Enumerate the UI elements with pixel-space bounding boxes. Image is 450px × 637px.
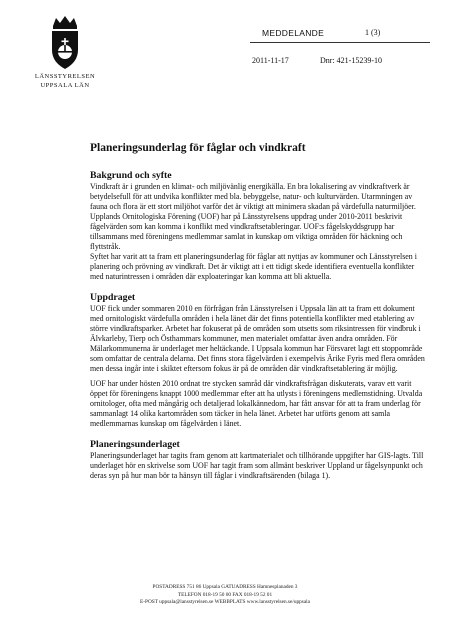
paragraph: Planeringsunderlaget har tagits fram genom att kartmaterialet och tillhörande uppgifter har GIS-lagts. Till underlaget hör en skrivelse som UOF har tagit fram som allmänt beskriver Uppland ur fågelsynpunkt och deras syn på hur man bör ta hänsyn till fåglar i vindkraftsärenden (bilaga 1). <box>90 451 424 480</box>
document-type: MEDDELANDE <box>262 28 325 38</box>
coat-of-arms-icon <box>45 14 85 72</box>
document-body <box>90 160 425 481</box>
section-heading-planeringsunderlaget: Planeringsunderlaget <box>90 439 180 450</box>
footer-contact: E-POST uppsala@lansstyrelsen.se WEBBPLATS www.lansstyrelsen.se/uppsala <box>140 599 310 606</box>
page-number: 1 (3) <box>365 28 381 37</box>
footer-address: POSTADRESS 751 86 Uppsala GATUADRESS Hamnesplanaden 3 <box>152 584 298 590</box>
logo-text-line-2: UPPSALA LÄN <box>40 82 90 89</box>
header-divider <box>250 42 430 43</box>
paragraph: Upplands Ornitologiska Förening (UOF) har på Länsstyrelsens uppdrag under 2010-2011 beskrivit fågelvärden som kan komma i konflikt med vindkraftsetableringar. UOF:s fågelskyddsgrupp har tillsammans med föreningens medlemmar samlat in kunskap om viktiga områden för häckning och flyttstråk. <box>90 212 403 251</box>
paragraph: Vindkraft är i grunden en klimat- och miljövänlig energikälla. En bra lokalisering av vindkraftverk är betydelsefull för att undvika konflikter med bla. bebyggelse, natur- och kulturvärden. Utarmningen av fauna och flora är ett stort miljöhot varför det är viktigt att minimera skadan på värdefulla naturmiljöer. <box>90 182 416 211</box>
paragraph: Syftet har varit att ta fram ett planeringsunderlag för fåglar att nyttjas av kommuner och Länsstyrelsen i planering och prövning av vindkraft. Det är viktigt att i ett tidigt skede identifiera eventuella konflikter med naturintressen i områden där exploateringar kan komma att bli aktuella. <box>90 252 417 281</box>
section-heading-bakgrund: Bakgrund och syfte <box>90 170 172 181</box>
paragraph: UOF fick under sommaren 2010 en förfrågan från Länsstyrelsen i Uppsala län att ta fram ett dokument med ornitologiskt värdefulla områden i hela länet där det finns potentiella konflikter med etablering av större vindkraftsparker. Arbetet har fokuserat på de områden som utsetts som riksintressen för vindbruk i Älvkarleby, Tierp och Östhammars kommuner, men materialet omfattar även andra områden. För Mälarkommunerna är underlaget mer heltäckande. I Uppsala kommun har Försvaret lagt ett stoppområde som omfattar de centrala delarna. Det finns stora fågelvärden i exempelvis Ärike Fyris med flera områden men dessa ingår inte i skiktet eftersom fokus är på de områden där vindkraftsetablering är möjlig. <box>90 304 425 373</box>
footer-phone: TELEFON 018-19 50 00 FAX 018-19 52 01 <box>177 591 273 598</box>
document-date: 2011-11-17 <box>252 56 289 65</box>
document-reference-number: Dnr: 421-15239-10 <box>320 56 382 65</box>
logo-text-line-1: LÄNSSTYRELSEN <box>34 73 96 80</box>
lansstyrelsen-logo <box>30 14 100 90</box>
paragraph: UOF har under hösten 2010 ordnat tre stycken samråd där vindkraftsfrågan diskuterats, varav ett varit öppet för föreningens knappt 1000 medlemmar efter att ha utlysts i föreningens medlemstidning. Utvalda ornitologer, ofta med mångårig och detaljerad lokalkännedom, har fått ansvar för att ta fram underlag för sammanlagt 14 olika kartområden som täcker in hela länet. Arbetet har utförts genom att samla medlemmarnas kunskap om fågelvärden i länet. <box>90 379 423 428</box>
section-heading-uppdraget: Uppdraget <box>90 292 136 303</box>
page-footer <box>0 584 450 607</box>
document-title: Planeringsunderlag för fåglar och vindkraft <box>90 142 306 154</box>
